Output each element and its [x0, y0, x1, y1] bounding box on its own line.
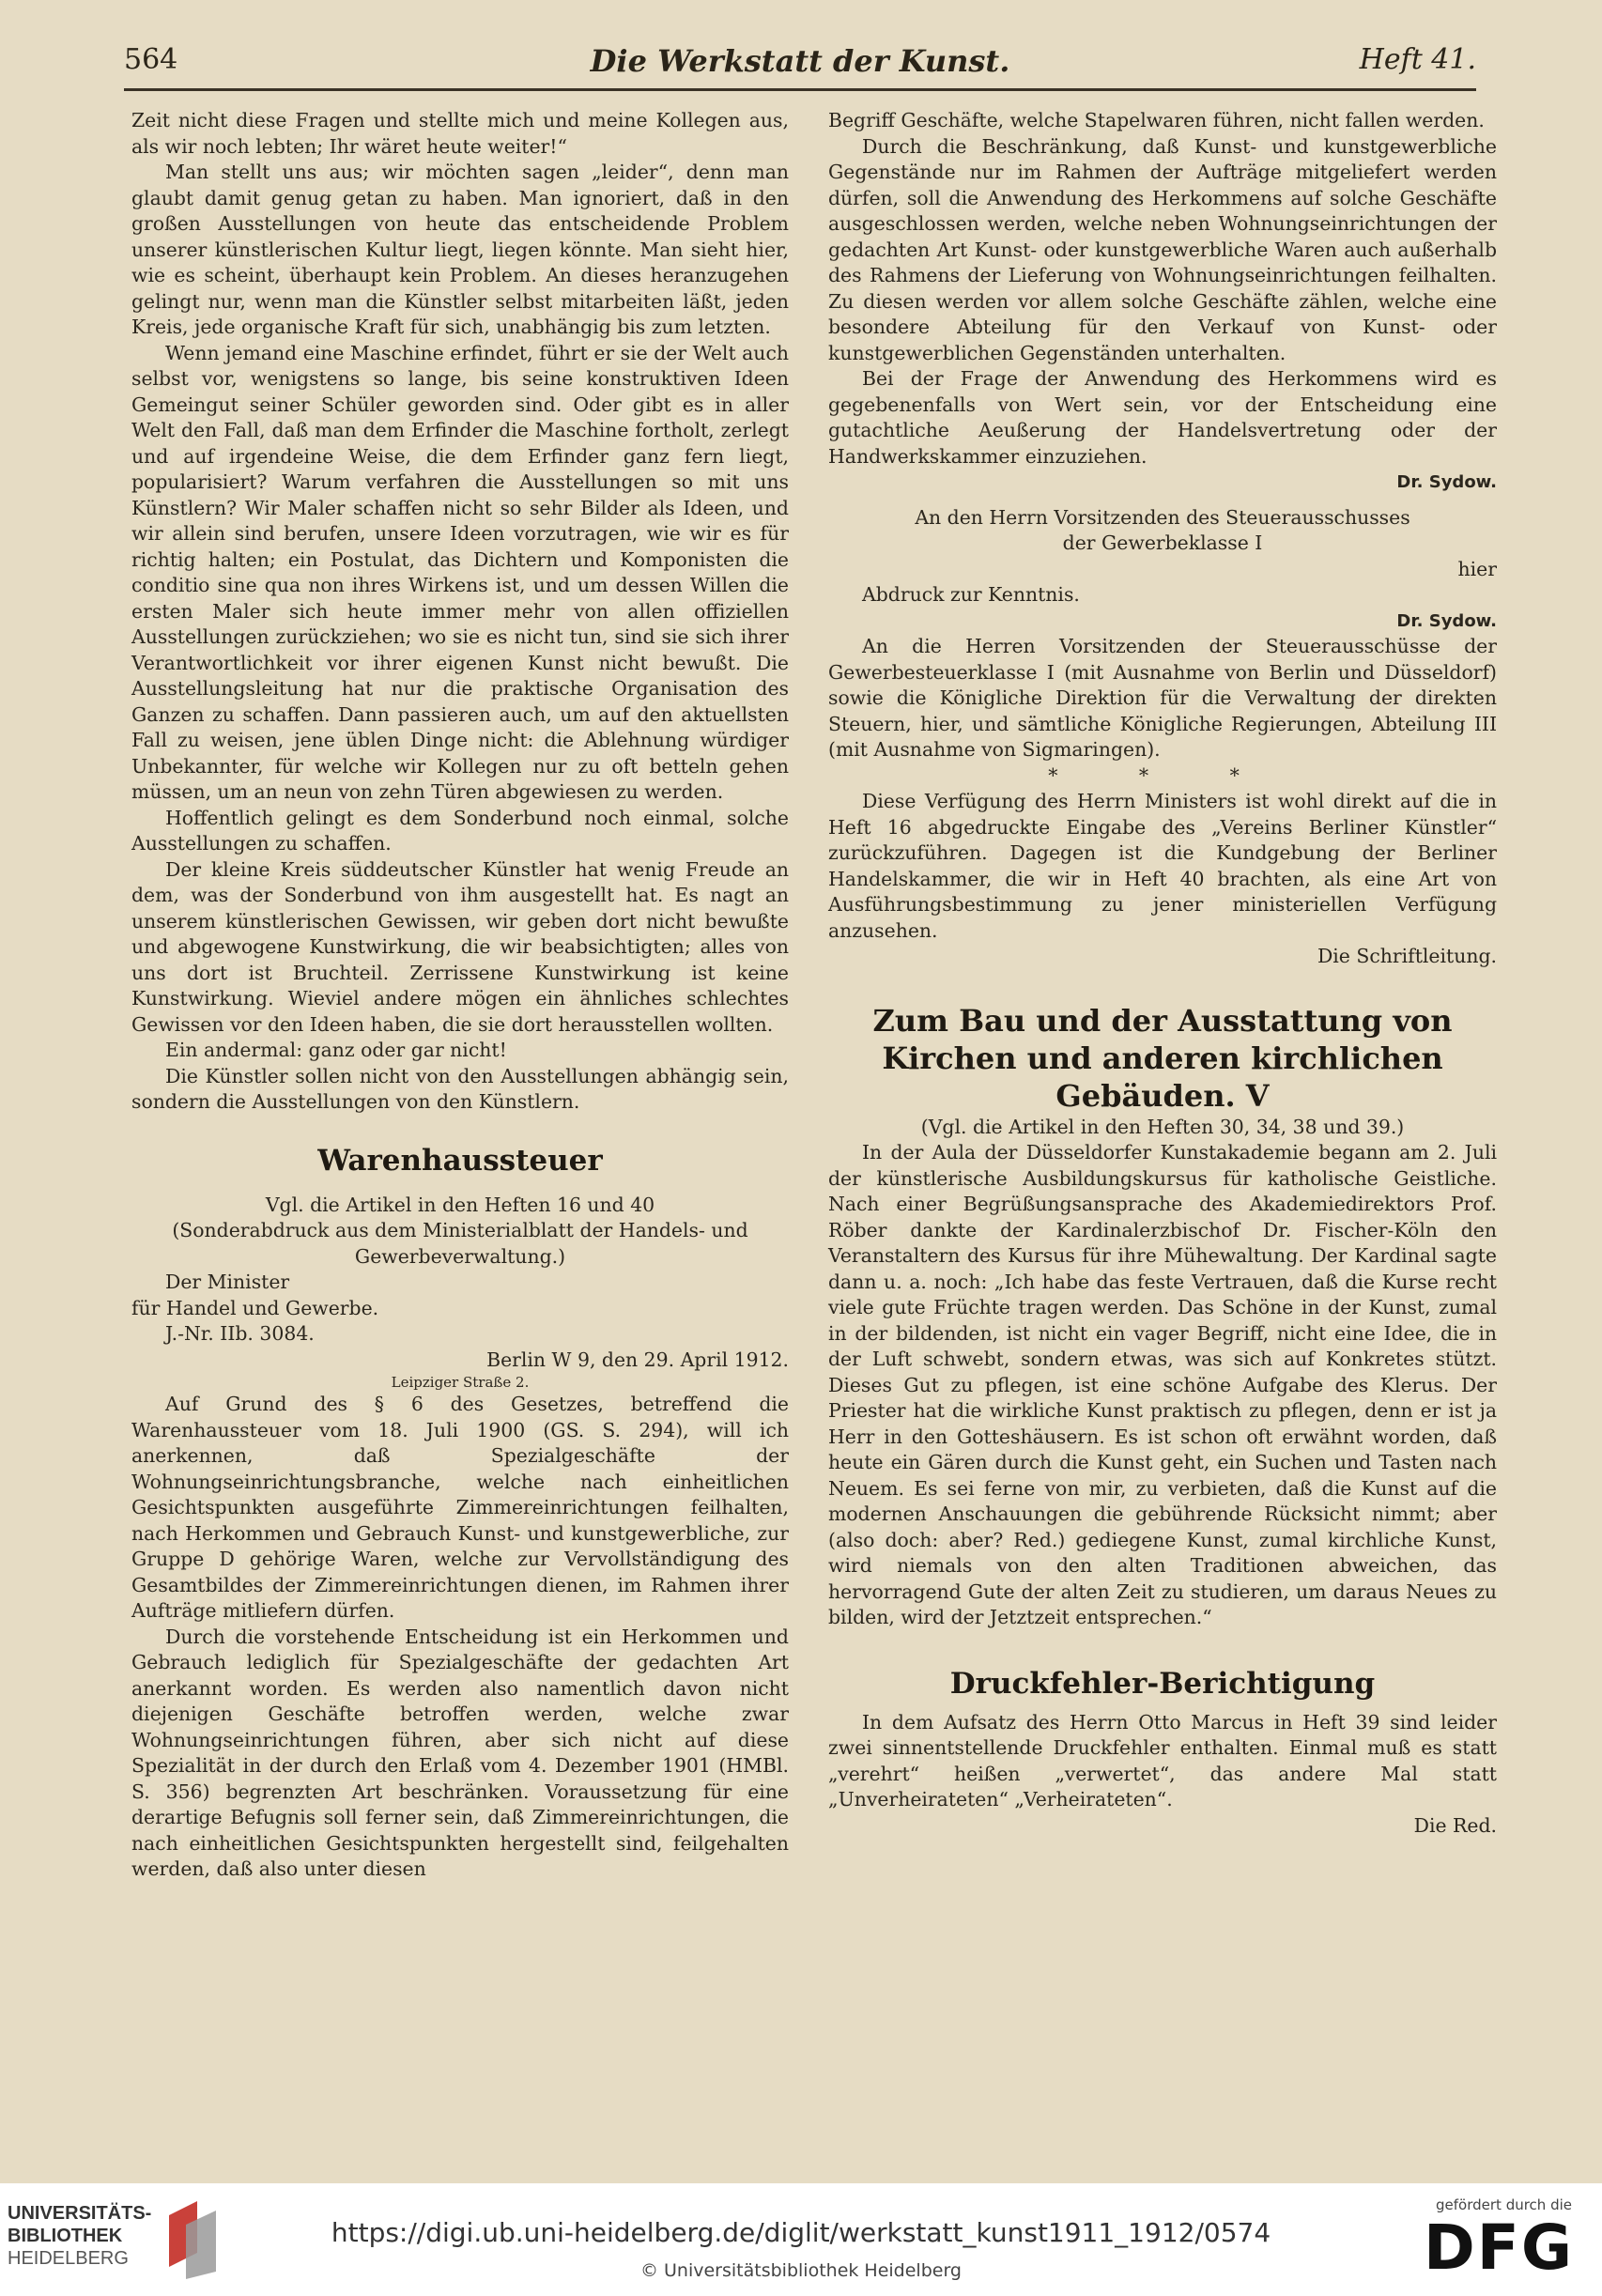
address-hier: hier [1457, 557, 1497, 580]
funder-label: gefördert durch die [1436, 2196, 1572, 2213]
address-block: An die Herren Vorsitzenden der Steuerausschüsse der Gewerbesteuerklasse I (mit Ausnahme von Berlin und Düsseldorf) sowie die Königliche Direktion für die Verwaltung der direkten Steuern, hier, und sämtliche Königliche Regierungen, Abteilung III (mit Ausnahme von Sigmaringen). [828, 635, 1497, 761]
library-name-line: HEIDELBERG [8, 2248, 129, 2269]
paragraph: Zeit nicht diese Fragen und stellte mich und meine Kollegen aus, als wir noch lebten; Ihr wäret heute weiter!“ [131, 109, 789, 158]
editorial-note: Diese Verfügung des Herrn Ministers ist wohl direkt auf die in Heft 16 abgedruckte Eingabe des „Vereins Berliner Künstler“ zurückzuführen. Dagegen ist die Kundgebung der Berliner Handelskammer, die wir in Heft 40 brachten, als eine Art von Ausführungsbestimmung zu jener ministeriellen Verfügung anzusehen. [828, 790, 1497, 942]
minister-line: Der Minister [165, 1271, 290, 1293]
section-heading-kirchen: Zum Bau und der Ausstattung von Kirchen und anderen kirchlichen Gebäuden. V [872, 1002, 1453, 1114]
library-name-line: BIBLIOTHEK [8, 2226, 123, 2246]
decree-paragraph: Auf Grund des § 6 des Gesetzes, betreffend die Warenhaussteuer vom 18. Juli 1900 (GS. S. 294), will ich anerkennen, daß Spezialgeschäfte der Wohnungseinrichtungsbranche, welche nach einheitlichen Gesichtspunkten ausgeführte Zimmereinrichtungen feilhalten, nach Herkommen und Gebrauch Kunst- und kunstgewerbliche, zur Gruppe D gehörige Waren, welche zur Vervollständigung des Gesamtbildes der Zimmereinrichtungen dienen, im Rahmen ihrer Aufträge mitliefern dürfen. [131, 1393, 789, 1622]
copyright-notice: © Universitätsbibliothek Heidelberg [639, 2260, 962, 2281]
page-number: 564 [124, 43, 178, 76]
paragraph: Hoffentlich gelingt es dem Sonderbund noch einmal, solche Ausstellungen zu schaffen. [131, 806, 789, 855]
paragraph: Wenn jemand eine Maschine erfindet, führt er sie der Welt auch selbst vor, wenigstens so lange, bis seine konstruktiven Ideen Gemeingut seiner Schüler geworden sind. Oder gibt es in aller Welt den Fall, daß man dem Erfinder die Maschine fortholt, zerlegt und auf irgendeine Weise, die dem Erfinder ganz fern liegt, popularisiert? Warum verfahren die Ausstellungen so mit uns Künstlern? Wir Maler schaffen nicht so sehr Bilder als Ideen, und wir allein sind berufen, unsere Ideen vorzutragen, wie wir es für richtig halten; ein Postulat, das Dichtern und Komponisten die conditio sine qua non ihres Wirkens ist, und um dessen Willen die ersten Maler sich heute immer mehr von allen offiziellen Ausstellungen zurückziehen; wo sie es nicht tun, sind sie sich ihrer Verantwortlichkeit vor ihrer eigenen Kunst nicht bewußt. Die Ausstellungsleitung hat nur die praktische Organisation des Ganzen zu schaffen. Dann passieren auch, um auf den aktuellsten Fall zu weisen, jene üblen Dinge nicht: die Ablehnung würdiger Unbekannter, für welche wir Kollegen nur zu oft betteln gehen müssen, um an neun von zehn Türen abgewiesen zu werden. [131, 341, 789, 803]
article-signature: Die Red. [1413, 1813, 1497, 1837]
article-text: In dem Aufsatz des Herrn Otto Marcus in Heft 39 sind leider zwei sinnentstellende Druckfehler enthalten. Einmal muß es statt „verehrt“ heißen „verwertet“, das andere Mal statt „Unverheirateten“ „Verheirateten“. [828, 1710, 1497, 1811]
paragraph: Durch die Beschränkung, daß Kunst- und kunstgewerbliche Gegenstände nur im Rahmen der Aufträge mitgeliefert werden dürfen, soll die Anwendung des Herkommens auf solche Geschäfte ausgeschlossen werden, welche neben Wohnungseinrichtungen der gedachten Art Kunst- oder kunstgewerbliche Waren auch außerhalb des Rahmens der Lieferung von Wohnungseinrichtungen feilhalten. Zu diesen werden vor allem solche Geschäfte zählen, welche eine besondere Abteilung für den Verkauf von Kunst- oder kunstgewerblichen Gegenständen unterhalten. [828, 134, 1497, 364]
address-line: An den Herrn Vorsitzenden des Steuerausschusses [915, 505, 1410, 529]
place-date: Berlin W 9, den 29. April 1912. [486, 1348, 789, 1371]
address-line: der Gewerbeklasse I [1062, 532, 1263, 554]
section-reference: Vgl. die Artikel in den Heften 16 und 40 [265, 1193, 655, 1216]
dfg-logo[interactable]: DFG [1423, 2211, 1574, 2284]
viewer-footer [0, 2183, 1602, 2296]
paragraph: Bei der Frage der Anwendung des Herkommens wird es gegebenenfalls von Wert sein, vor der Entscheidung eine gutachtliche Aeußerung der Handelsvertretung oder der Handwerkskammer einzuziehen. [828, 367, 1497, 468]
header-rule [124, 88, 1476, 91]
journal-title: Die Werkstatt der Kunst. [590, 43, 1010, 79]
file-number: J.-Nr. IIb. 3084. [165, 1322, 315, 1345]
section-reference: (Vgl. die Artikel in den Heften 30, 34, 38 und 39.) [920, 1115, 1405, 1138]
decree-paragraph: Durch die vorstehende Entscheidung ist ein Herkommen und Gebrauch lediglich für Spezialgeschäfte der gedachten Art anerkannt worden. Es werden also namentlich davon nicht diejenigen Geschäfte betroffen werden, welche zwar Wohnungseinrichtungen führen, aber sich nicht auf diese Spezialität in der durch den Erlaß vom 4. Dezember 1901 (HMBl. S. 356) begrenzten Art beschränken. Voraussetzung für eine derartige Befugnis soll ferner sein, daß Zimmereinrichtungen, die nach einheitlichen Gesichtspunkten hergestellt sind, feilgehalten werden, daß also unter diesen [131, 1625, 789, 1880]
article-text: In der Aula der Düsseldorfer Kunstakademie begann am 2. Juli der künstlerische Ausbildungskursus für katholische Geistliche. Nach einer Begrüßungsansprache des Akademiedirektors Prof. Röber dankte der Kardinalerzbischof Dr. Fischer-Köln den Veranstaltern des Kursus für ihre Mühewaltung. Der Kardinal sagte dann u. a. noch: „Ich habe das feste Vertrauen, daß die Kurse recht viele gute Früchte tragen werden. Das Schöne in der Kunst, zumal in der bildenden, ist nicht ein vager Begriff, nicht eine Idee, die in der Luft schwebt, sondern etwas, was sich auf Konkretes stützt. Dieses Gut zu pflegen, ist eine schöne Aufgabe des Klerus. Der Priester hat die wirkliche Kunst praktisch zu pflegen, denn er ist ja Herr in den Gotteshäusern. Es ist schon oft erwähnt worden, daß heute ein Gären durch die Kunst geht, ein Suchen und Tasten nach Neuem. Es sei ferne von mir, zu verbieten, daß die Kunst auf die modernen Anschauungen die gebührende Rücksicht nimmt; aber (also doch: aber? Red.) gediegene Kunst, zumal kirchliche Kunst, wird niemals von den alten Traditionen abweichen, das hervorragend Gute der alten Zeit zu studieren, um daraus Neues zu bilden, wird der Jetztzeit entsprechen.“ [828, 1141, 1497, 1628]
library-name-line: UNIVERSITÄTS- [8, 2203, 152, 2224]
signature: Dr. Sydow. [1396, 610, 1497, 631]
issue-number: Heft 41. [1359, 43, 1476, 76]
section-heading-druckfehler: Druckfehler-Berichtigung [949, 1666, 1376, 1701]
section-source: (Sonderabdruck aus dem Ministerialblatt der Handels- und Gewerbeverwaltung.) [172, 1219, 748, 1268]
signature: Dr. Sydow. [1396, 472, 1497, 492]
abdruck-line: Abdruck zur Kenntnis. [862, 583, 1080, 606]
paragraph: Die Künstler sollen nicht von den Ausstellungen abhängig sein, sondern die Ausstellungen von den Künstlern. [131, 1064, 789, 1113]
left-column [131, 108, 789, 1883]
editorial-signature: Die Schriftleitung. [1317, 945, 1497, 967]
page-header [124, 43, 1476, 85]
paragraph: Ein andermal: ganz oder gar nicht! [165, 1039, 507, 1061]
separator-stars: * * * [1048, 763, 1277, 787]
paragraph: Der kleine Kreis süddeutscher Künstler hat wenig Freude an dem, was der Sonderbund von ihm ausgestellt hat. Es nagt an unserem künstlerischen Gewissen, wir geben dort nicht bewußte und abgewogene Kunstwirkung, die wir beabsichtigten; alles von uns dort ist Bruchteil. Zerrissene Kunstwirkung ist keine Kunstwirkung. Wieviel andere mögen ein ähnliches schlechtes Gewissen vor den Ideen haben, die sie dort herausstellen wollten. [131, 857, 789, 1036]
right-column [828, 108, 1497, 1839]
permalink-url[interactable]: https://digi.ub.uni-heidelberg.de/diglit/werkstatt_kunst1911_1912/0574 [331, 2217, 1271, 2248]
street-address: Leipziger Straße 2. [391, 1374, 530, 1391]
section-heading-warenhaussteuer: Warenhaussteuer [317, 1143, 603, 1178]
paragraph: Man stellt uns aus; wir möchten sagen „leider“, denn man glaubt damit genug getan zu haben. Man ignoriert, daß in den großen Ausstellungen von heute das entscheidende Problem unserer künstlerischen Kultur liegt, liegen könnte. Man sieht hier, wie es scheint, überhaupt kein Problem. An dieses heranzugehen gelingt nur, wenn man die Künstler selbst mitarbeiten läßt, jeden Kreis, jede organische Kraft für sich, unabhängig bis zum letzten. [131, 161, 789, 338]
minister-line: für Handel und Gewerbe. [131, 1296, 379, 1319]
paragraph: Begriff Geschäfte, welche Stapelwaren führen, nicht fallen werden. [828, 109, 1485, 131]
